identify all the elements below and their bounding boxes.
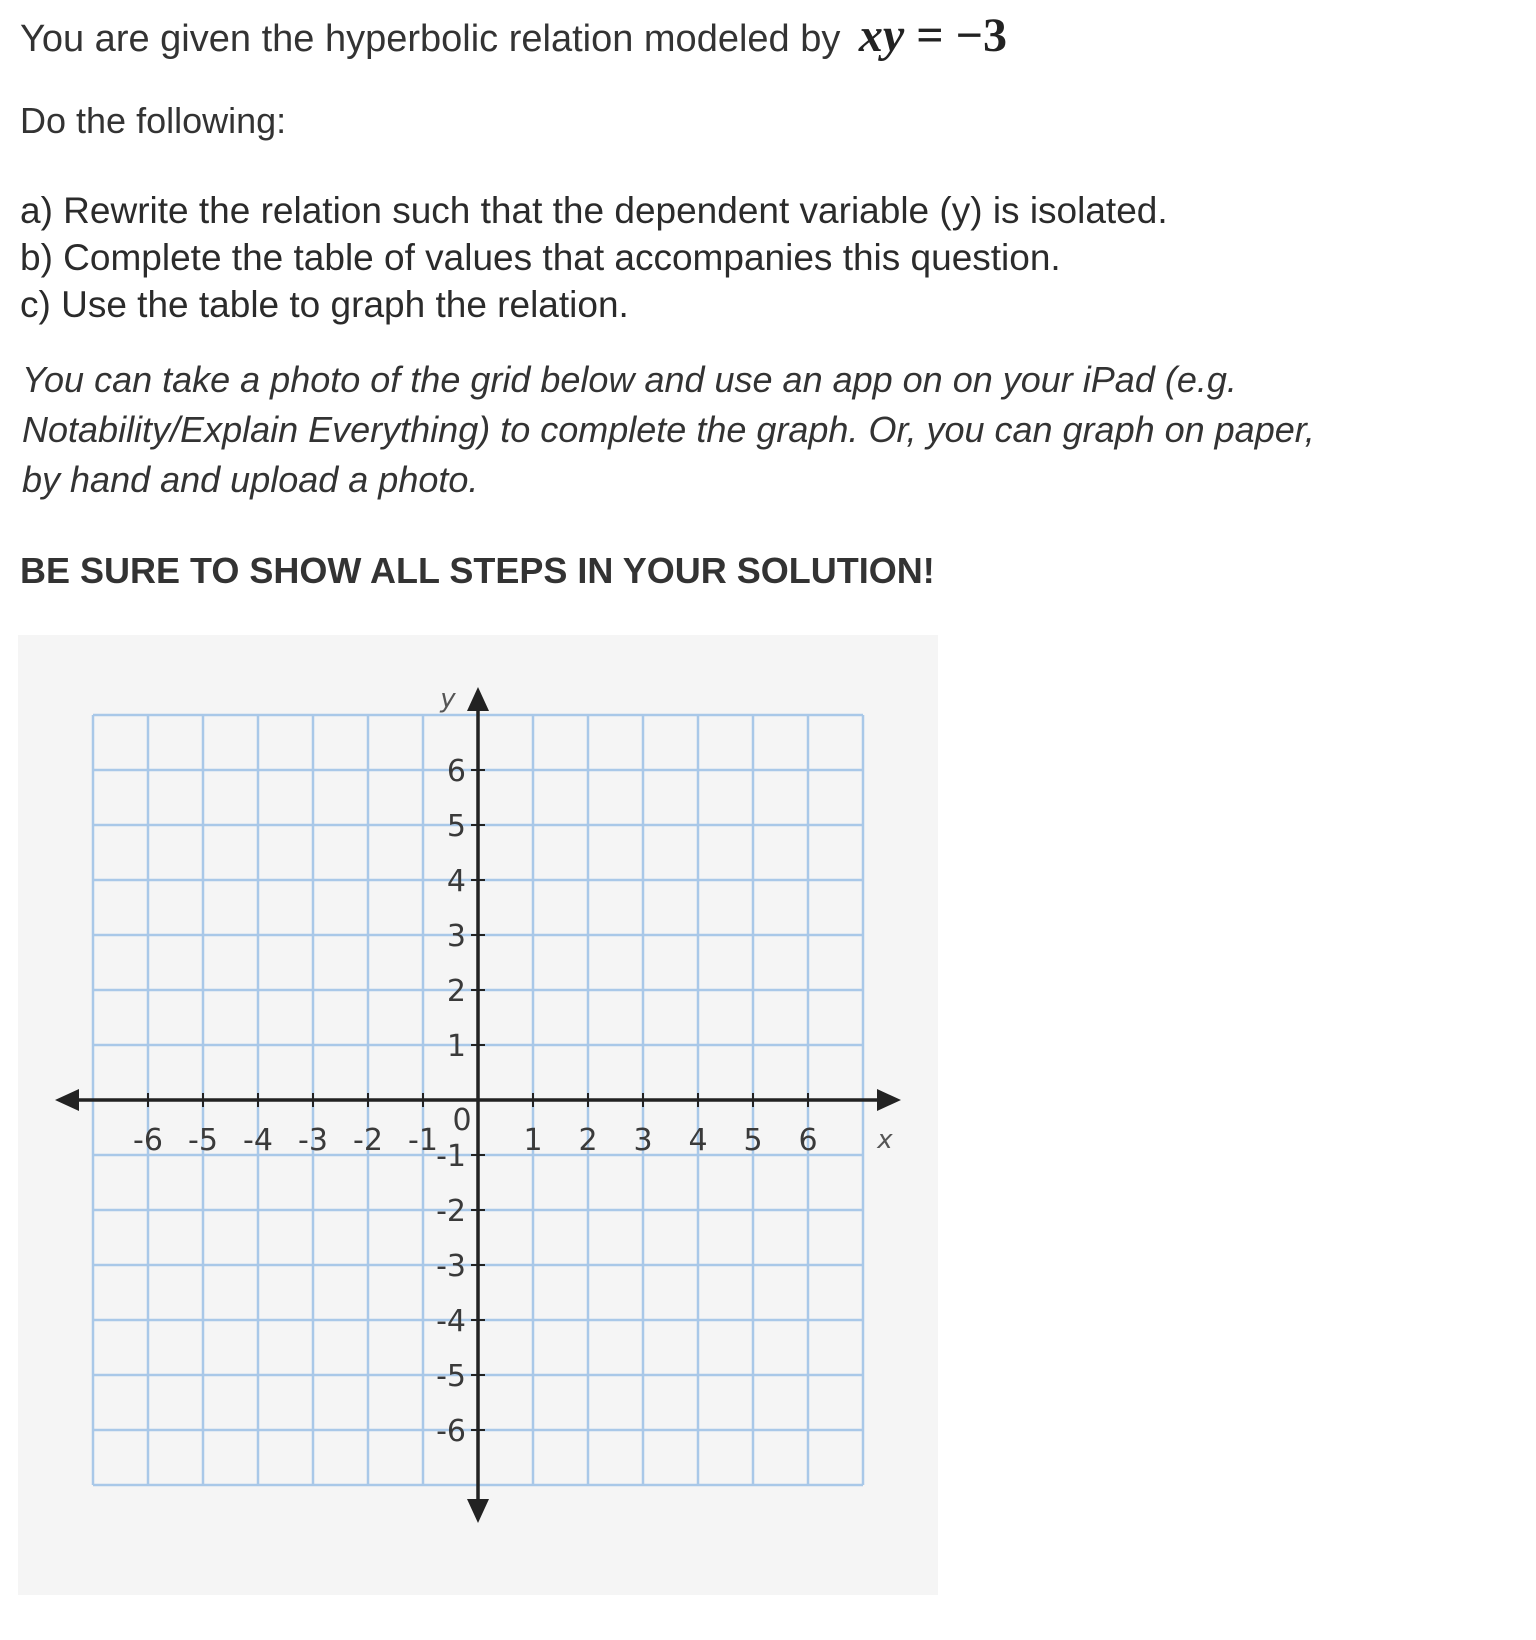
y-tick-label: -6 xyxy=(436,1414,466,1449)
y-tick-label: 1 xyxy=(446,1029,466,1064)
x-tick-label: 3 xyxy=(633,1123,653,1158)
y-tick-label: 5 xyxy=(446,809,466,844)
x-tick-label: -5 xyxy=(188,1123,218,1158)
x-tick-label: -4 xyxy=(243,1123,273,1158)
x-tick-label: 2 xyxy=(578,1123,598,1158)
x-axis-label: x xyxy=(877,1125,893,1155)
instruction-heading: Do the following: xyxy=(20,100,287,141)
y-tick-label: 2 xyxy=(446,974,466,1009)
note-line-3: by hand and upload a photo. xyxy=(22,459,479,500)
x-tick-label: 6 xyxy=(798,1123,818,1158)
note-line-1: You can take a photo of the grid below and use an app on on your iPad (e.g. xyxy=(22,359,1237,400)
x-tick-label: -1 xyxy=(408,1123,438,1158)
question-intro xyxy=(20,8,1007,63)
y-axis-label: y xyxy=(440,684,456,714)
x-axis-left-arrow-icon xyxy=(55,1089,79,1111)
x-axis-right-arrow-icon xyxy=(877,1089,901,1111)
coordinate-grid xyxy=(18,635,938,1595)
equation-value: = −3 xyxy=(904,9,1007,62)
x-tick-label: -3 xyxy=(298,1123,328,1158)
step-a: a) Rewrite the relation such that the dependent variable (y) is isolated. xyxy=(20,190,1168,231)
y-axis-up-arrow-icon xyxy=(467,687,489,711)
x-tick-label: -2 xyxy=(353,1123,383,1158)
step-b: b) Complete the table of values that accompanies this question. xyxy=(20,237,1061,278)
equation-variables: xy xyxy=(858,9,905,62)
x-tick-label: -6 xyxy=(133,1123,163,1158)
y-tick-label: -3 xyxy=(436,1249,466,1284)
x-tick-label: 1 xyxy=(523,1123,543,1158)
y-tick-label: -1 xyxy=(436,1139,466,1174)
origin-label: 0 xyxy=(452,1103,472,1138)
y-tick-label: 4 xyxy=(446,864,466,899)
y-tick-label: -5 xyxy=(436,1359,466,1394)
y-tick-label: 3 xyxy=(446,919,466,954)
tick-labels xyxy=(133,684,893,1449)
y-tick-label: -4 xyxy=(436,1304,466,1339)
x-tick-label: 5 xyxy=(743,1123,763,1158)
y-tick-label: 6 xyxy=(446,754,466,789)
x-tick-label: 4 xyxy=(688,1123,708,1158)
coordinate-grid-panel xyxy=(18,635,938,1595)
y-tick-label: -2 xyxy=(436,1194,466,1229)
photo-instructions xyxy=(22,355,1512,505)
y-axis-down-arrow-icon xyxy=(467,1499,489,1523)
step-c: c) Use the table to graph the relation. xyxy=(20,284,629,325)
equation xyxy=(859,9,1007,62)
axes xyxy=(55,687,901,1523)
note-line-2: Notability/Explain Everything) to complete the graph. Or, you can graph on paper, xyxy=(22,409,1315,450)
intro-text: You are given the hyperbolic relation modeled by xyxy=(20,18,841,60)
show-steps-warning: BE SURE TO SHOW ALL STEPS IN YOUR SOLUTION! xyxy=(20,550,935,591)
